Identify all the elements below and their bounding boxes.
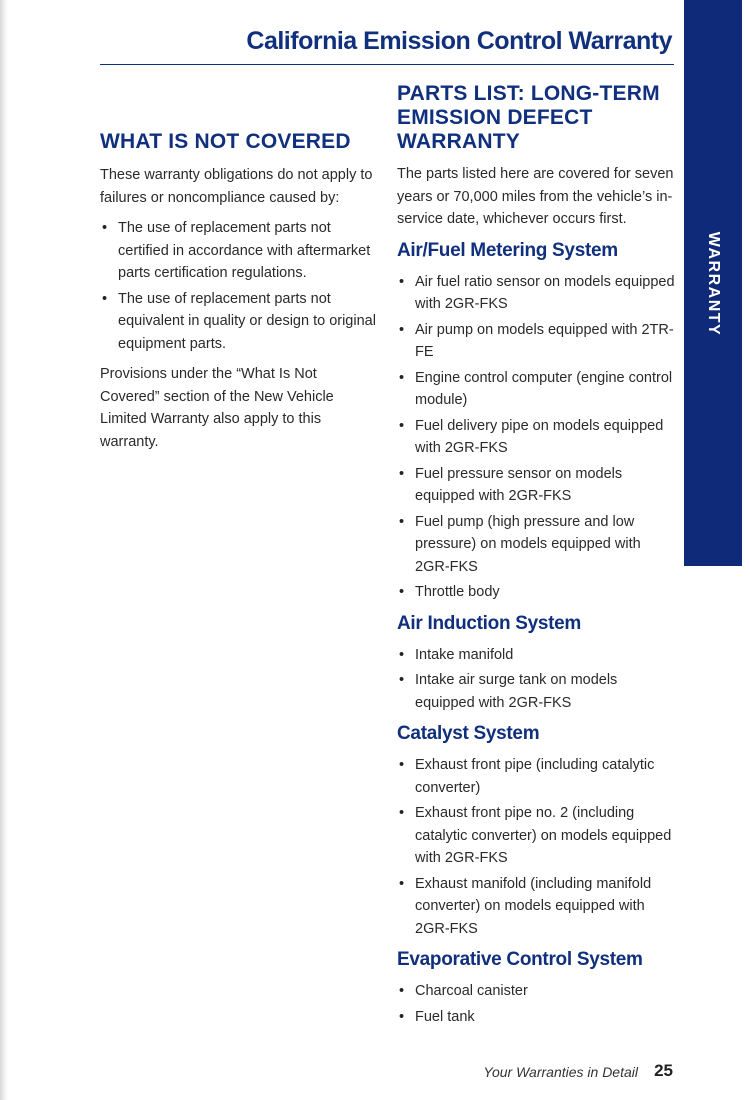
catalyst-heading: Catalyst System xyxy=(397,723,540,744)
list-item: • Exhaust manifold (including manifold converter) on models equipped with 2GR-FKS xyxy=(397,873,679,941)
not-covered-intro: These warranty obligations do not apply to failures or noncompliance caused by: xyxy=(100,167,373,206)
list-item: • Air fuel ratio sensor on models equipped with 2GR-FKS xyxy=(397,271,679,316)
title-divider xyxy=(100,64,674,65)
air-induction-heading: Air Induction System xyxy=(397,612,582,634)
parts-list-column xyxy=(397,82,679,1036)
not-covered-list xyxy=(100,217,380,355)
list-item: • Fuel delivery pipe on models equipped with 2GR-FKS xyxy=(397,415,679,460)
list-item: • Engine control computer (engine control module) xyxy=(397,367,679,412)
list-item: • Air pump on models equipped with 2TR-FE xyxy=(397,319,679,364)
page-title: California Emission Control Warranty xyxy=(246,27,672,55)
list-item: • Throttle body xyxy=(397,581,679,604)
air-fuel-list xyxy=(397,271,679,604)
list-item: • Fuel pump (high pressure and low pressure) on models equipped with 2GR-FKS xyxy=(397,511,679,579)
list-item: • Exhaust front pipe (including catalytic converter) xyxy=(397,754,679,799)
list-item: • Fuel pressure sensor on models equipped with 2GR-FKS xyxy=(397,463,679,508)
air-fuel-heading: Air/Fuel Metering System xyxy=(397,239,618,261)
parts-list-heading: PARTS LIST: LONG-TERM EMISSION DEFECT WARRANTY xyxy=(397,82,660,153)
not-covered-heading: WHAT IS NOT COVERED xyxy=(100,130,351,153)
side-tab-label: WARRANTY xyxy=(705,231,722,337)
footer-section-label: Your Warranties in Detail xyxy=(483,1064,638,1080)
list-item: • The use of replacement parts not certified in accordance with aftermarket parts certification regulations. xyxy=(100,217,380,285)
list-item: • Fuel tank xyxy=(397,1006,679,1029)
page-number: 25 xyxy=(654,1061,673,1080)
catalyst-list xyxy=(397,754,679,940)
not-covered-column xyxy=(100,130,380,461)
evaporative-list xyxy=(397,980,679,1028)
not-covered-provisions: Provisions under the “What Is Not Covered” section of the New Vehicle Limited Warranty also apply to this warranty. xyxy=(100,366,334,450)
list-item: • Intake manifold xyxy=(397,644,679,667)
parts-list-intro: The parts listed here are covered for seven years or 70,000 miles from the vehicle’s in-service date, whichever occurs first. xyxy=(397,166,674,227)
list-item: • Exhaust front pipe no. 2 (including catalytic converter) on models equipped with 2GR-FKS xyxy=(397,802,679,870)
evaporative-heading: Evaporative Control System xyxy=(397,949,643,970)
list-item: • Charcoal canister xyxy=(397,980,679,1003)
list-item: • Intake air surge tank on models equipped with 2GR-FKS xyxy=(397,669,679,714)
list-item: • The use of replacement parts not equivalent in quality or design to original equipment parts. xyxy=(100,288,380,356)
air-induction-list xyxy=(397,644,679,715)
page-edge-shadow xyxy=(0,0,8,1100)
